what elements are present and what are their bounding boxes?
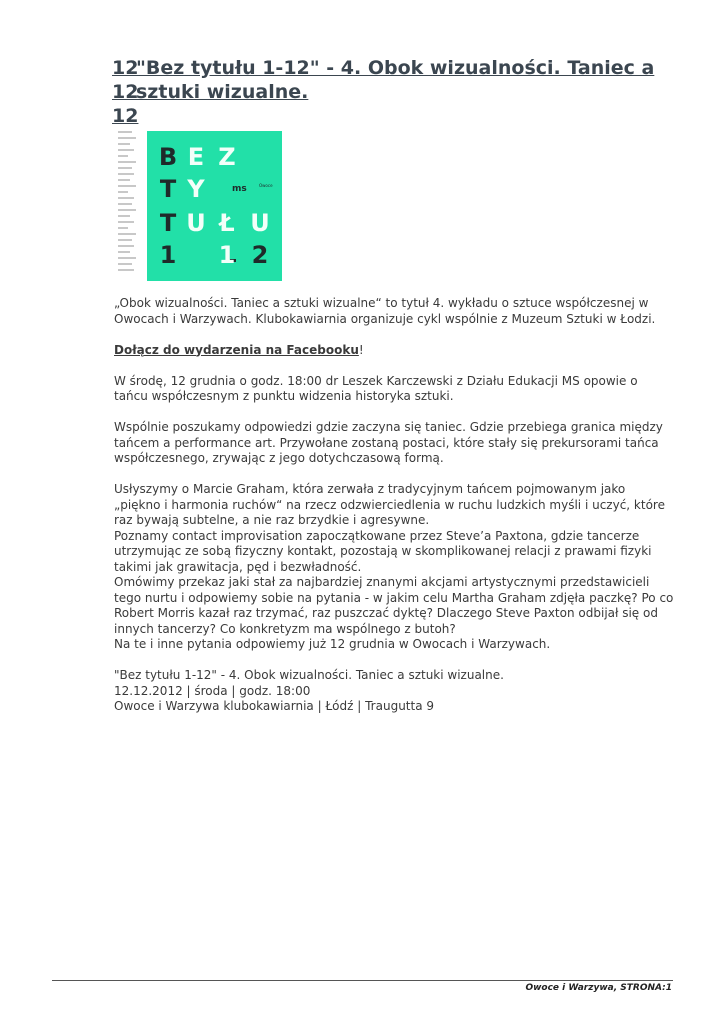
footer-divider — [52, 980, 673, 981]
poster-letter: B — [158, 143, 178, 171]
title-line-2[interactable] — [112, 80, 632, 104]
poster-letter: T — [159, 175, 177, 203]
summary-title: "Bez tytułu 1-12" - 4. Obok wizualności. Taniec a sztuki wizualne. — [114, 668, 504, 682]
facebook-event-link[interactable]: Dołącz do wydarzenia na Facebooku — [114, 342, 359, 357]
poster-small-text: Owoce — [259, 183, 273, 188]
summary-place: Owoce i Warzywa klubokawiarnia | Łódź | Traugutta 9 — [114, 699, 435, 713]
poster-ms-logo: ms — [232, 184, 247, 194]
facebook-suffix: ! — [358, 342, 364, 357]
title-number: 12 — [112, 105, 139, 127]
event-poster-image — [118, 131, 282, 281]
title-text: sztuki wizualne. — [136, 81, 309, 103]
title-number: 12 — [112, 81, 139, 103]
poster-letter: E — [187, 143, 205, 171]
poster-letter: Ł — [219, 209, 235, 237]
facebook-line — [114, 343, 674, 359]
poster-letter: Y — [187, 175, 205, 203]
title-line-3[interactable] — [112, 104, 632, 128]
footer-page-label: Owoce i Warzywa, STRONA:1 — [525, 983, 672, 993]
article-body — [114, 296, 674, 715]
poster-letter: 2 — [251, 241, 269, 269]
poster-letter: Z — [218, 143, 236, 171]
poster-letter: T — [159, 209, 177, 237]
poster-text-column — [118, 131, 138, 281]
title-line-1[interactable] — [112, 56, 655, 80]
poster-letter: U — [186, 209, 206, 237]
title-number: 12 — [112, 57, 139, 79]
title-text: "Bez tytułu 1-12" - 4. Obok wizualności. Taniec a — [136, 57, 655, 79]
poster-green-panel — [147, 131, 282, 281]
body-paragraph: W środę, 12 grudnia o godz. 18:00 dr Leszek Karczewski z Działu Edukacji MS opowie o tańcu współczesnym z punktu widzenia historyka sztuki. — [114, 373, 638, 403]
body-paragraph: Omówimy przekaz jaki stał za najbardziej znanymi akcjami artystycznymi przedstawicieli tego nurtu i odpowiemy sobie na pytania - w jakim celu Martha Graham zdjęła paczkę? Po co Robert Morris kazał raz trzymać, raz puszczać dyktę? Dlaczego Steve Paxton odbijał się od innych tancerzy? Co konkretyzm ma wspólnego z butoh? — [114, 575, 674, 636]
body-paragraph: Wspólnie poszukamy odpowiedzi gdzie zaczyna się taniec. Gdzie przebiega granica między tańcem a performance art. Przywołane zostaną postaci, które stały się prekursorami tańca współczesnego, zrywając z jego dotychczasową formą. — [114, 420, 663, 465]
summary-date: 12.12.2012 | środa | godz. 18:00 — [114, 683, 311, 698]
body-paragraph: Na te i inne pytania odpowiemy już 12 grudnia w Owocach i Warzywach. — [114, 637, 551, 651]
poster-letter: U — [250, 209, 270, 237]
body-paragraph: Usłyszymy o Marcie Graham, która zerwała z tradycyjnym tańcem pojmowanym jako „piękno i harmonia ruchów“ na rzecz odzwierciedlenia w ruchu ludzkich myśli i uczyć, które raz bywają subtelne, a nie raz brzydkie i agresywne. — [114, 482, 665, 527]
body-paragraph: Poznamy contact improvisation zapoczątkowane przez Steve’a Paxtona, gdzie tancerze utrzymując ze sobą fizyczny kontakt, pozostają w skomplikowanej relacji z prawami fizyki takimi jak grawitacja, pęd i bezwładność. — [114, 528, 652, 574]
poster-letter: 1 — [218, 241, 236, 269]
article-title[interactable] — [112, 56, 655, 128]
intro-paragraph: „Obok wizualności. Taniec a sztuki wizualne“ to tytuł 4. wykładu o sztuce współczesnej w Owocach i Warzywach. Klubokawiarnia organizuje cykl wspólnie z Muzeum Sztuki w Łodzi. — [114, 296, 656, 326]
poster-letter: 1 — [159, 241, 177, 269]
